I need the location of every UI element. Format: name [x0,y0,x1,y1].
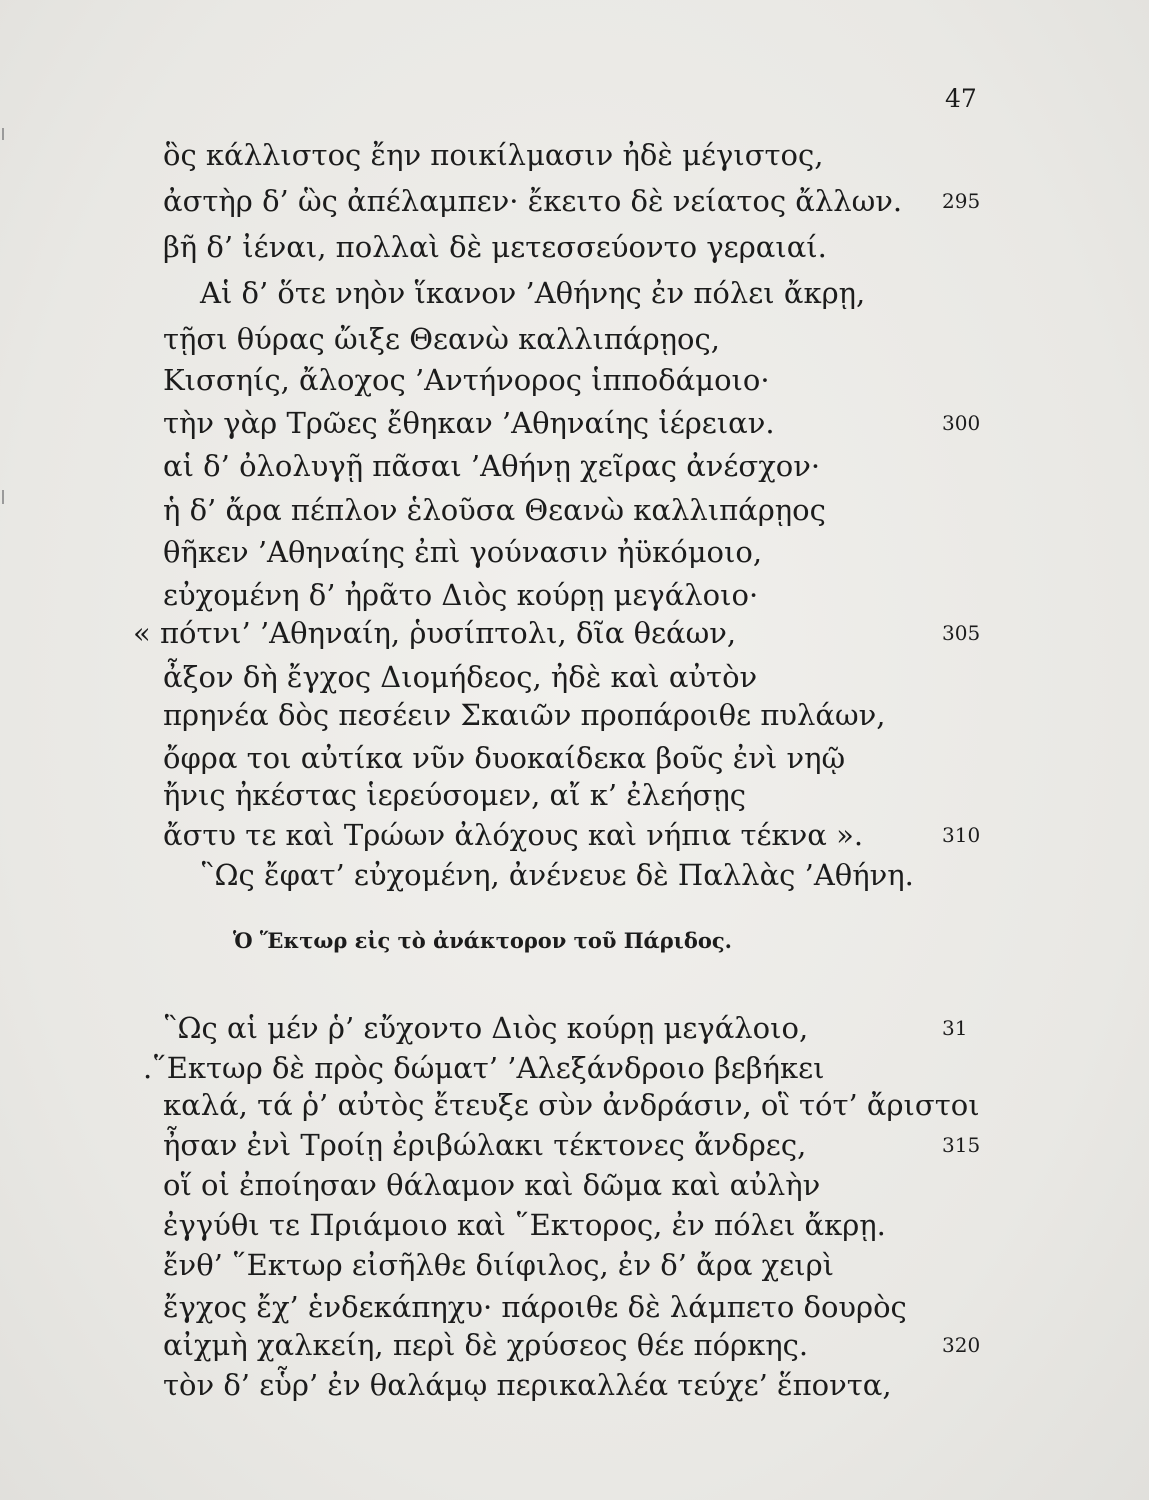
verse-line [0,1287,1149,1327]
verse-line [0,490,1149,530]
verse-line [0,657,1149,697]
verse-text: ὃς κάλλιστος ἔην ποικίλμασιν ἠδὲ μέγιστος, [163,138,824,172]
verse-text: πρηνέα δὸς πεσέειν Σκαιῶν προπάροιθε πυλάων, [163,698,886,732]
verse-text: ἡ δ’ ἄρα πέπλον ἑλοῦσα Θεανὼ καλλιπάρῃος [163,493,826,527]
page-number: 47 [945,84,977,113]
verse-text: ἄστυ τε καὶ Τρώων ἀλόχους καὶ νήπια τέκνα ». [163,818,864,852]
verse-text: ἐγγύθι τε Πριάμοιο καὶ ῞Εκτορος, ἐν πόλει ἄκρῃ. [163,1208,886,1242]
verse-line [0,617,1149,657]
verse-line [0,181,1149,221]
verse-text: ῝Ως αἱ μέν ῥ’ εὔχοντο Διὸς κούρῃ μεγάλοιο, [163,1011,809,1045]
verse-text: Κισσηίς, ἄλοχος ’Αντήνορος ἱπποδάμοιο· [163,363,770,397]
verse-line [0,1085,1149,1125]
verse-text: ἤνις ἠκέστας ἱερεύσομεν, αἴ κ’ ἐλεήσῃς [163,778,747,812]
verse-text: καλά, τά ῥ’ αὐτὸς ἔτευξε σὺν ἀνδράσιν, οἳ τότ’ ἄριστοι [163,1088,980,1122]
verse-text: ῝Ως ἔφατ’ εὐχομένη, ἀνένευε δὲ Παλλὰς ’Αθήνη. [200,858,914,892]
verse-line [0,775,1149,815]
verse-line [0,319,1149,359]
verse-text: ἀστὴρ δ’ ὣς ἀπέλαμπεν· ἔκειτο δὲ νείατος ἄλλων. [163,184,903,218]
line-number: 295 [942,189,981,213]
verse-text: οἵ οἱ ἐποίησαν θάλαμον καὶ δῶμα καὶ αὐλὴν [163,1168,821,1202]
verse-line [0,855,1149,895]
verse-line [0,1325,1149,1365]
verse-text: « πότνι’ ’Αθηναίη, ῥυσίπτολι, δῖα θεάων, [133,616,737,650]
verse-line [0,1165,1149,1205]
verse-text: τὴν γὰρ Τρῶες ἔθηκαν ’Αθηναίης ἱέρειαν. [163,406,775,440]
verse-text: .῞Εκτωρ δὲ πρὸς δώματ’ ’Αλεξάνδροιο βεβήκει [143,1051,825,1085]
line-number: 315 [942,1133,981,1157]
line-number: 300 [942,411,981,435]
verse-text: αἱ δ’ ὀλολυγῇ πᾶσαι ’Αθήνῃ χεῖρας ἀνέσχον· [163,449,821,483]
verse-text: ἔγχος ἔχ’ ἑνδεκάπηχυ· πάροιθε δὲ λάμπετο δουρὸς [163,1290,907,1324]
verse-text: εὐχομένη δ’ ἠρᾶτο Διὸς κούρῃ μεγάλοιο· [163,578,759,612]
verse-text: αἰχμὴ χαλκείη, περὶ δὲ χρύσεος θέε πόρκης. [163,1328,809,1362]
line-number: 31 [942,1016,968,1040]
verse-text: τὸν δ’ εὗρ’ ἐν θαλάμῳ περικαλλέα τεύχε’ ἕποντα, [163,1368,892,1402]
verse-line [0,135,1149,175]
verse-line [0,557,1149,612]
line-number: 320 [942,1333,981,1357]
verse-line [0,1008,1149,1048]
verse-line [0,1365,1149,1405]
verse-line [0,446,1149,486]
verse-line [0,360,1149,400]
verse-text: ἔνθ’ ῞Εκτωρ εἰσῆλθε διίφιλος, ἐν δ’ ἄρα χειρὶ [163,1248,835,1282]
line-number: 310 [942,823,981,847]
verse-text: θῆκεν ’Αθηναίης ἐπὶ γούνασιν ἠϋκόμοιο, [163,535,763,569]
verse-line [0,1205,1149,1245]
verse-text: Αἱ δ’ ὅτε νηὸν ἵκανον ’Αθήνης ἐν πόλει ἄκρῃ, [200,276,866,310]
verse-text: βῆ δ’ ἰέναι, πολλαὶ δὲ μετεσσεύοντο γεραιαί. [163,230,827,264]
verse-line [0,1125,1149,1165]
verse-text: ἦσαν ἐνὶ Τροίῃ ἐριβώλακι τέκτονες ἄνδρες, [163,1128,807,1162]
verse-text: ὄφρα τοι αὐτίκα νῦν δυοκαίδεκα βοῦς ἐνὶ νηῷ [163,741,846,775]
verse-line [0,695,1149,735]
verse-line [0,1048,1149,1088]
verse-line [0,227,1149,267]
verse-line [0,273,1149,313]
verse-line [0,1245,1149,1285]
section-heading: Ὁ Ἕκτωρ εἰς τὸ ἀνάκτορον τοῦ Πάριδος. [233,928,732,953]
verse-line [0,403,1149,443]
verse-text: ἆξον δὴ ἔγχος Διομήδεος, ἠδὲ καὶ αὐτὸν [163,660,758,694]
verse-line [0,815,1149,855]
verse-line [0,738,1149,778]
verse-text: τῇσι θύρας ὤιξε Θεανὼ καλλιπάρῃος, [163,322,720,356]
line-number: 305 [942,621,981,645]
